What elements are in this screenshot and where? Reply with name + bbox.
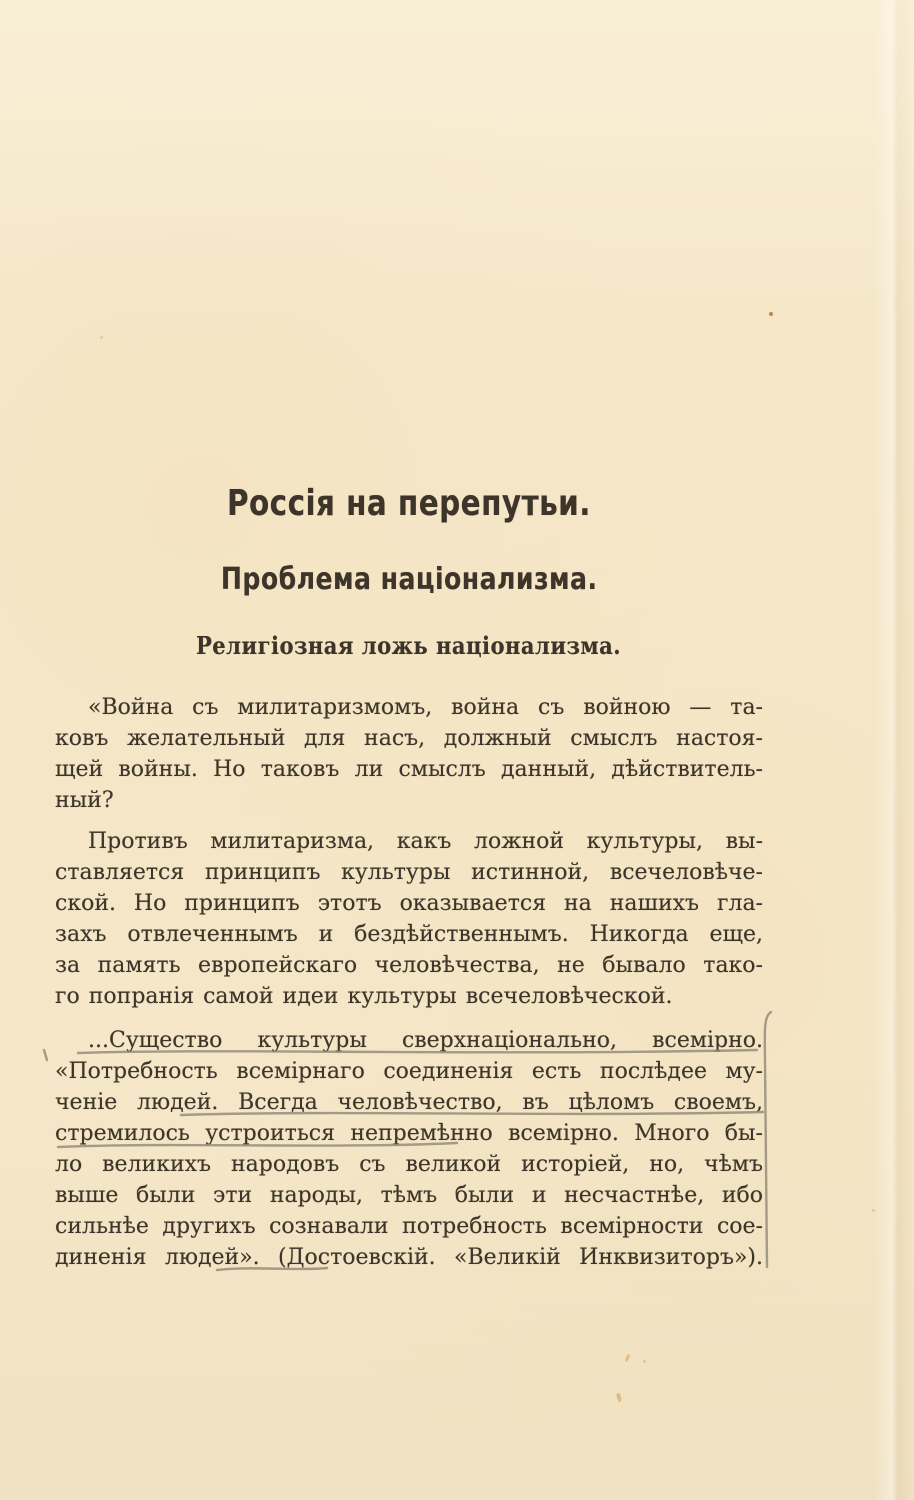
text-line: стремилось устроиться непремѣнно всемірно. Много бы- [55,1121,763,1146]
section-heading [55,630,763,662]
text-line: Противъ милитаризма, какъ ложной культуры, вы- [88,829,763,854]
chapter-subtitle [55,562,763,598]
text-line: захъ отвлеченнымъ и бездѣйственнымъ. Никогда еще, [55,922,763,947]
text-line: «Потребность всемірнаго соединенія есть послѣдее му- [55,1059,763,1084]
text-line: ковъ желательный для насъ, должный смыслъ настоя- [55,726,763,751]
pencil-margin-tick [44,1050,47,1060]
text-line: го попранія самой идеи культуры всечеловѣческой. [55,984,673,1009]
body-text [55,692,763,1273]
foxing-speck [872,1209,875,1212]
text-line: выше были эти народы, тѣмъ были и несчастнѣе, ибо [55,1183,763,1208]
text-line: ...Существо культуры сверхнаціонально, всемірно. [88,1028,763,1053]
text-line: ченіе людей. Всегда человѣчество, въ цѣломъ своемъ, [55,1090,763,1115]
page-title-text: Россія на перепутьи. [227,483,591,524]
paragraph-2 [55,826,763,1012]
text-line: «Война съ милитаризмомъ, война съ войною — та- [88,695,763,720]
foxing-speck [616,1393,622,1403]
foxing-speck [769,312,773,316]
text-line: ской. Но принципъ этотъ оказывается на нашихъ гла- [55,891,763,916]
chapter-subtitle-text: Проблема націонализма. [220,562,598,597]
text-line: сильнѣе другихъ сознавали потребность всемірности сое- [55,1214,763,1239]
section-heading-text: Религіозная ложь націонализма. [196,631,622,660]
foxing-speck [100,336,103,339]
text-line: ный? [55,788,114,813]
text-line: щей войны. Но таковъ ли смыслъ данный, дѣйствитель- [55,757,763,782]
paragraph-1 [55,692,763,816]
text-line: ставляется принципъ культуры истинной, всечеловѣче- [55,860,763,885]
foxing-speck [624,1354,630,1363]
text-line: ло великихъ народовъ съ великой исторіей, но, чѣмъ [55,1152,763,1177]
foxing-speck [643,1360,646,1363]
paragraph-3 [55,1025,763,1273]
text-line: за память европейскаго человѣчества, не бывало тако- [55,953,763,978]
pencil-margin-line [765,1012,771,1267]
page-title [55,483,763,525]
text-line: диненія людей». (Достоевскій. «Великій Инквизиторъ»). [55,1245,763,1270]
